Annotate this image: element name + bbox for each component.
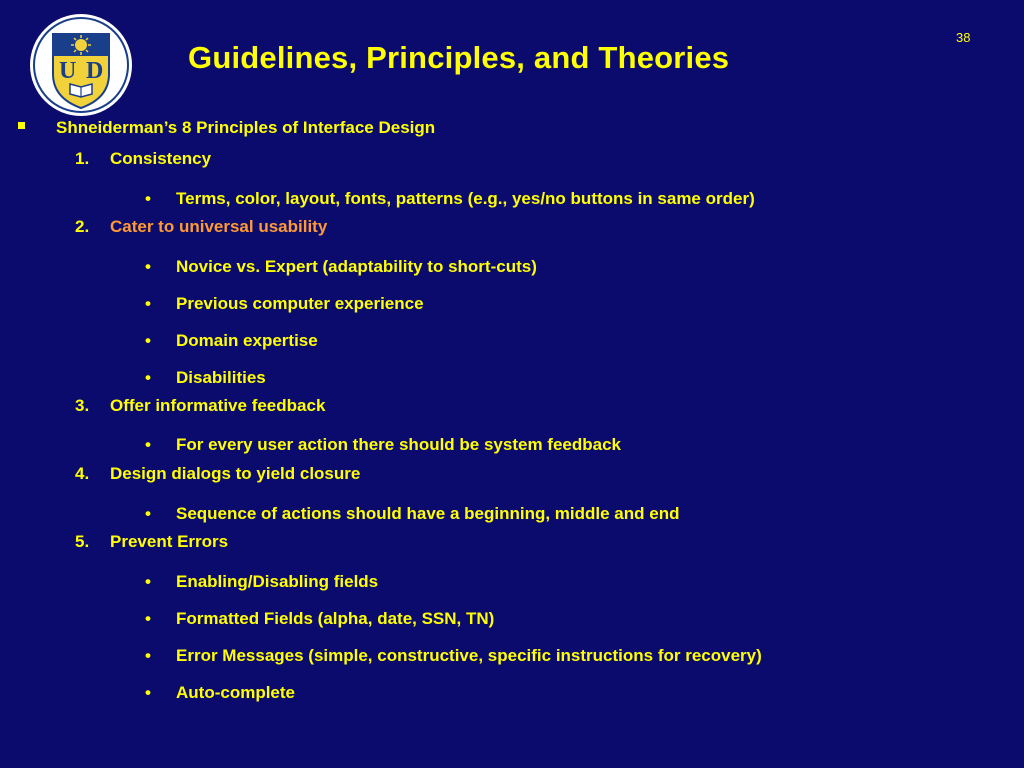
item-number: 1. — [75, 149, 90, 168]
bullet-text: Domain expertise — [176, 331, 318, 350]
square-bullet-icon — [18, 122, 25, 129]
item-label-universal-usability: Cater to universal usability — [110, 217, 328, 236]
bullet-text: For every user action there should be system feedback — [176, 435, 621, 454]
bullet-dot-icon: • — [145, 257, 151, 276]
svg-text:U: U — [59, 58, 77, 84]
page-number: 38 — [956, 30, 971, 45]
bullet-text: Disabilities — [176, 368, 266, 387]
university-seal-logo — [28, 12, 134, 118]
slide-title: Guidelines, Principles, and Theories — [188, 40, 730, 75]
item-number: 2. — [75, 217, 90, 236]
bullet-dot-icon: • — [145, 609, 151, 628]
principles-heading: Shneiderman’s 8 Principles of Interface Design — [56, 118, 436, 137]
bullet-dot-icon: • — [145, 189, 151, 208]
bullet-text: Sequence of actions should have a beginning, middle and end — [176, 504, 680, 523]
bullet-dot-icon: • — [145, 572, 151, 591]
bullet-text: Previous computer experience — [176, 294, 424, 313]
bullet-dot-icon: • — [145, 683, 151, 702]
bullet-text: Formatted Fields (alpha, date, SSN, TN) — [176, 609, 495, 628]
bullet-text: Novice vs. Expert (adaptability to short-cuts) — [176, 257, 537, 276]
bullet-text: Terms, color, layout, fonts, patterns (e.g., yes/no buttons in same order) — [176, 189, 755, 208]
item-label-closure: Design dialogs to yield closure — [110, 464, 361, 483]
bullet-dot-icon: • — [145, 435, 151, 454]
item-number: 3. — [75, 396, 90, 415]
bullet-text: Auto-complete — [176, 683, 295, 702]
item-label-consistency: Consistency — [110, 149, 212, 168]
bullet-dot-icon: • — [145, 504, 151, 523]
item-label-feedback: Offer informative feedback — [110, 396, 326, 415]
bullet-dot-icon: • — [145, 294, 151, 313]
bullet-text: Error Messages (simple, constructive, specific instructions for recovery) — [176, 646, 762, 665]
item-number: 5. — [75, 532, 90, 551]
bullet-dot-icon: • — [145, 331, 151, 350]
bullet-text: Enabling/Disabling fields — [176, 572, 379, 591]
bullet-dot-icon: • — [145, 646, 151, 665]
item-label-prevent-errors: Prevent Errors — [110, 532, 229, 551]
bullet-dot-icon: • — [145, 368, 151, 387]
item-number: 4. — [75, 464, 90, 483]
svg-text:D: D — [86, 58, 104, 84]
